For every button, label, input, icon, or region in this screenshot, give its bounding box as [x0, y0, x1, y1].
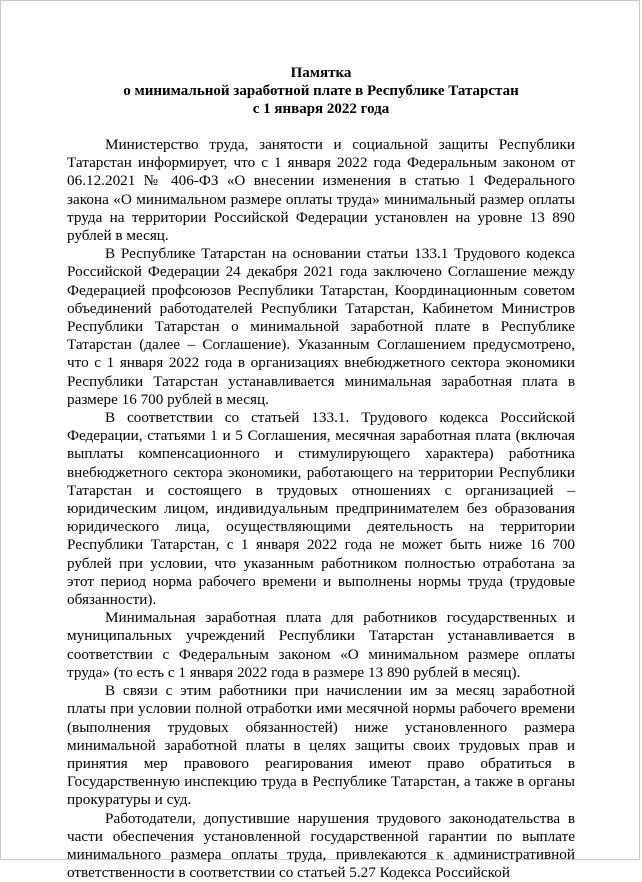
paragraph-1: Министерство труда, занятости и социальной защиты Республики Татарстан информирует, что с 1 января 2022 года Федеральным законом от 06.12.2021 № 406-ФЗ «О внесении изменения в статью 1 Федерального закона «О минимальном размере оплаты труда» минимальный размер оплаты труда на территории Российской Федерации установлен на уровне 13 890 рублей в месяц.: [67, 136, 575, 245]
document-title: [67, 64, 575, 118]
title-line-3: с 1 января 2022 года: [252, 101, 390, 117]
paragraph-3: В соответствии со статьей 133.1. Трудового кодекса Российской Федерации, статьями 1 и 5 Соглашения, месячная заработная плата (включая выплаты компенсационного и стимулирующего характера) работника внебюджетного сектора экономики, работающего на территории Республики Татарстан и состоящего в трудовых отношениях с организацией – юридическим лицом, индивидуальным предпринимателем без образования юридического лица, осуществляющими деятельность на территории Республики Татарстан, с 1 января 2022 года не может быть ниже 16 700 рублей при условии, что указанным работником полностью отработана за этот период норма рабочего времени и выполнены нормы труда (трудовые обязанности).: [67, 409, 575, 609]
title-line-2: о минимальной заработной плате в Республике Татарстан: [123, 83, 519, 99]
paragraph-6: Работодатели, допустившие нарушения трудового законодательства в части обеспечения установленной государственной гарантии по выплате минимального размера оплаты труда, привлекаются к административной ответственности в соответствии со статьей 5.27 Кодекса Российской: [67, 809, 575, 882]
title-line-1: Памятка: [290, 65, 352, 81]
paragraph-4: Минимальная заработная плата для работников государственных и муниципальных учреждений Республики Татарстан устанавливается в соответствии с Федеральным законом «О минимальном размере оплаты труда» (то есть с 1 января 2022 года в размере 13 890 рублей в месяц).: [67, 609, 575, 681]
paragraph-5: В связи с этим работники при начислении им за месяц заработной платы при условии полной отработки ими месячной нормы рабочего времени (выполнения трудовых обязанностей) ниже установленного размера минимальной заработной платы в целях защиты своих трудовых прав и принятия мер правового реагирования имеют право обратиться в Государственную инспекцию труда в Республике Татарстан, а также в органы прокуратуры и суд.: [67, 682, 575, 809]
document-content: [67, 64, 575, 882]
paragraph-2: В Республике Татарстан на основании статьи 133.1 Трудового кодекса Российской Федерации 24 декабря 2021 года заключено Соглашение между Федерацией профсоюзов Республики Татарстан, Координационным советом объединений работодателей Республики Татарстан, Кабинетом Министров Республики Татарстан о минимальной заработной плате в Республике Татарстан (далее – Соглашение). Указанным Соглашением предусмотрено, что с 1 января 2022 года в организациях внебюджетного сектора экономики Республики Татарстан устанавливается минимальная заработная плата в размере 16 700 рублей в месяц.: [67, 245, 575, 408]
